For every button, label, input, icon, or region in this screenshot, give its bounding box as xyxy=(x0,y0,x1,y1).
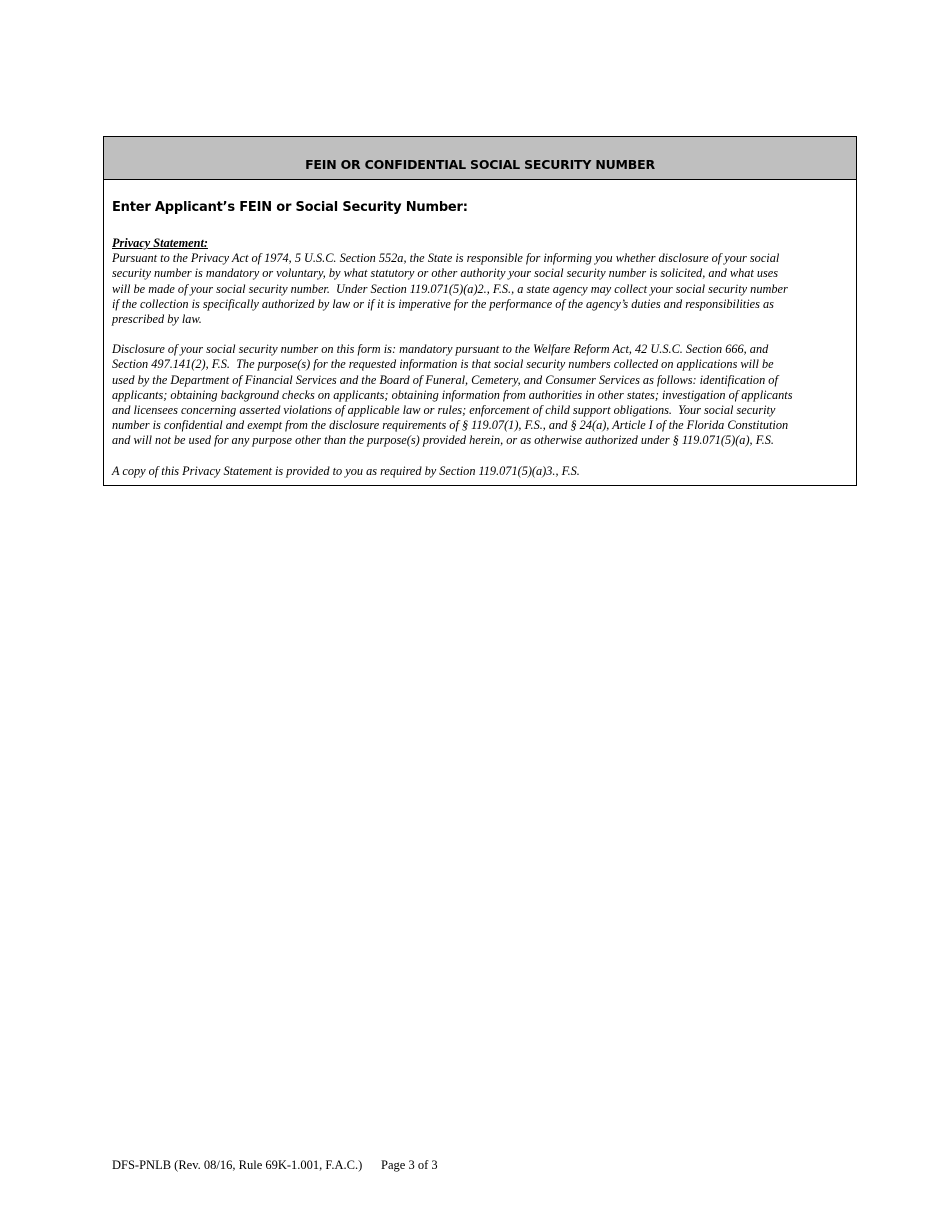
page-number: Page 3 of 3 xyxy=(381,1158,438,1172)
privacy-paragraph-1 xyxy=(112,251,842,327)
privacy-line: and will not be used for any purpose other than the purpose(s) provided herein, or as otherwise authorized under § 119.071(5)(a), F.S. xyxy=(112,433,774,448)
privacy-line: number is confidential and exempt from the disclosure requirements of § 119.07(1), F.S., and § 24(a), Article I of the Florida Constitution xyxy=(112,418,789,433)
privacy-line: if the collection is specifically authorized by law or if it is imperative for the performance of the agency’s duties and responsibilities as xyxy=(112,296,774,311)
privacy-line: will be made of your social security number. Under Section 119.071(5)(a)2., F.S., a state agency may collect your social security number xyxy=(112,281,788,296)
privacy-line: prescribed by law. xyxy=(112,312,202,327)
privacy-statement-heading: Privacy Statement: xyxy=(112,236,208,250)
section-body xyxy=(104,200,856,479)
privacy-line: Section 497.141(2), F.S. The purpose(s) for the requested information is that social security numbers collected on applications will be xyxy=(112,357,774,372)
section-title: FEIN OR CONFIDENTIAL SOCIAL SECURITY NUMBER xyxy=(104,137,856,180)
fein-ssn-field-label: Enter Applicant’s FEIN or Social Security Number: xyxy=(112,200,468,215)
privacy-line: Pursuant to the Privacy Act of 1974, 5 U.S.C. Section 552a, the State is responsible for informing you whether disclosure of your social xyxy=(112,251,780,266)
privacy-line: security number is mandatory or voluntary, by what statutory or other authority your social security number is solicited, and what uses xyxy=(112,266,779,281)
privacy-line: applicants; obtaining background checks on applicants; obtaining information from authorities in other states; investigation of applicants xyxy=(112,387,793,402)
privacy-line: and licensees concerning asserted violations of applicable law or rules; enforcement of child support obligations. Your social security xyxy=(112,403,776,418)
form-id: DFS-PNLB (Rev. 08/16, Rule 69K-1.001, F.A.C.) xyxy=(112,1158,363,1172)
privacy-paragraph-2 xyxy=(112,342,842,448)
privacy-line: Disclosure of your social security number on this form is: mandatory pursuant to the Welfare Reform Act, 42 U.S.C. Section 666, and xyxy=(112,342,769,357)
ssn-form-section xyxy=(103,136,857,486)
privacy-copy-note: A copy of this Privacy Statement is provided to you as required by Section 119.071(5)(a)3., F.S. xyxy=(112,463,580,478)
page-footer xyxy=(112,1158,438,1173)
privacy-line: used by the Department of Financial Services and the Board of Funeral, Cemetery, and Consumer Services as follows: identification of xyxy=(112,372,778,387)
